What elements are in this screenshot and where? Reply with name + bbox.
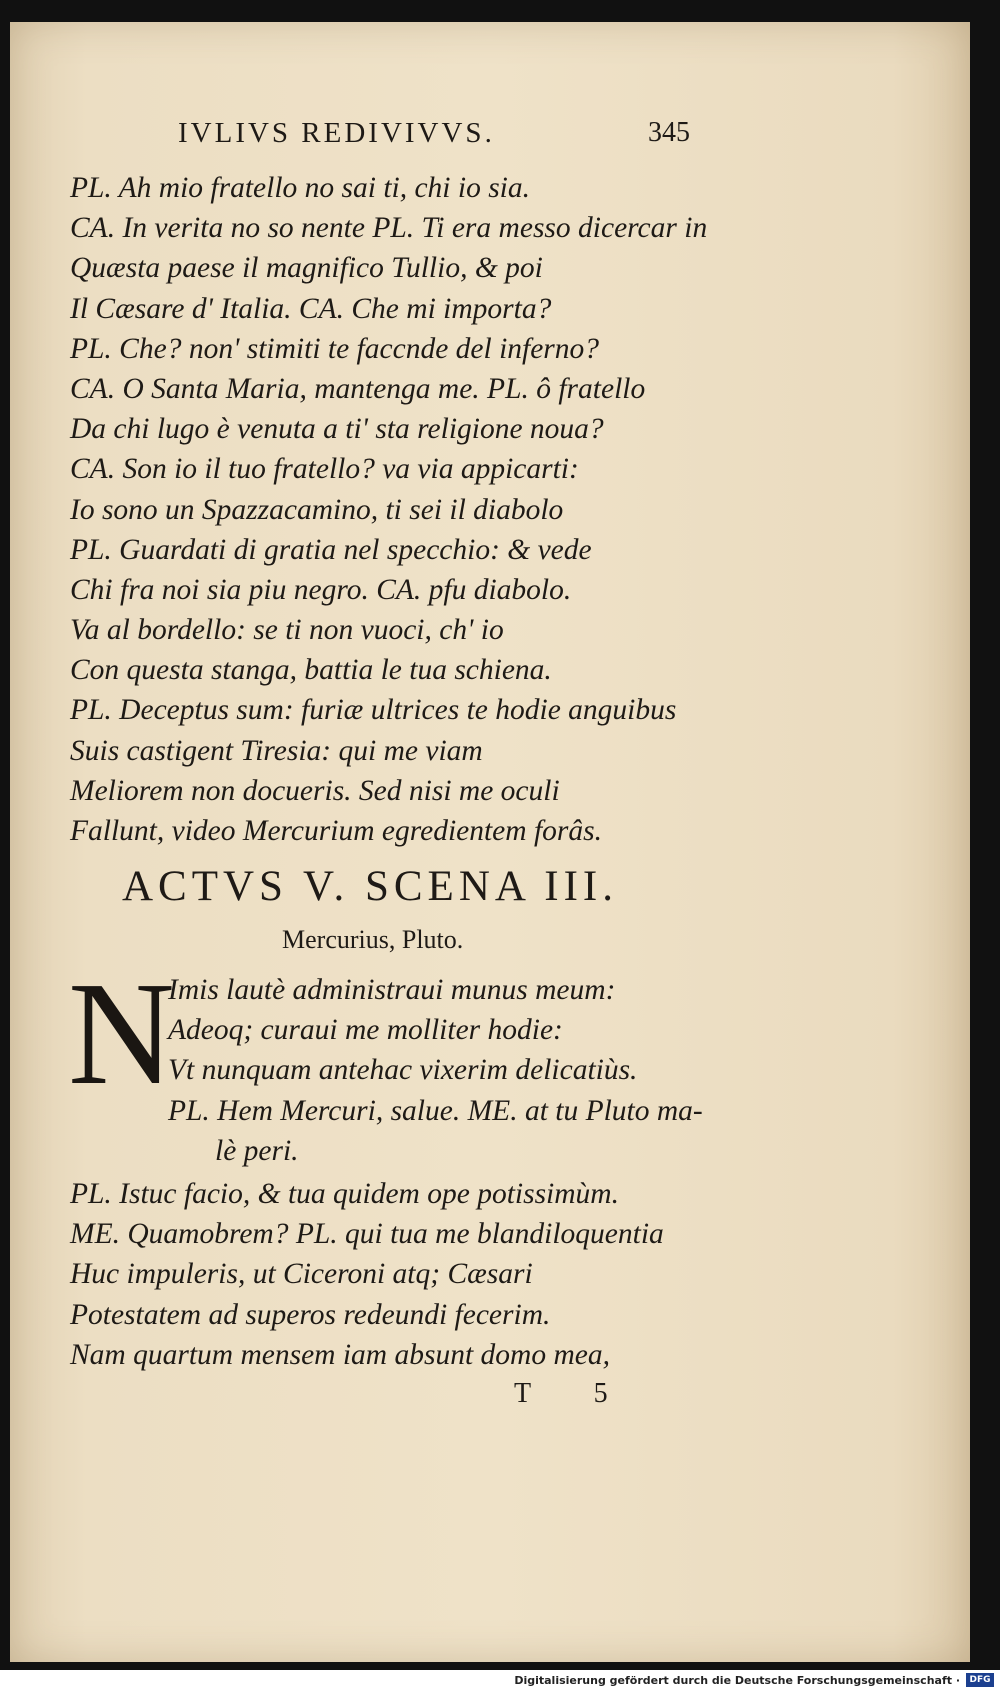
verse-line: PL. Istuc facio, & tua quidem ope potissimùm. [70, 1178, 619, 1210]
verse-block-3 [70, 1174, 730, 1375]
verse-line: CA. O Santa Maria, mantenga me. PL. ô fratello [70, 372, 646, 405]
verse-line: PL. Ah mio fratello no sai ti, chi io sia. [70, 172, 531, 204]
verse-line: Huc impuleris, ut Ciceroni atq; Cæsari [70, 1258, 533, 1291]
running-head: IVLIVS REDIVIVVS. [178, 117, 495, 149]
verse-line: Vt nunquam antehac vixerim delicatiùs. [168, 1054, 638, 1087]
verse-line: Meliorem non docueris. Sed nisi me oculi [70, 774, 560, 807]
verse-line: Il Cæsare d' Italia. CA. Che mi importa? [70, 292, 552, 325]
verse-line: Quæsta paese il magnifico Tullio, & poi [70, 252, 543, 285]
verse-line: Nam quartum mensem iam absunt domo mea, [70, 1338, 610, 1371]
verse-line: Io sono un Spazzacamino, ti sei il diabolo [70, 493, 564, 526]
verse-line: Potestatem ad superos redeundi fecerim. [70, 1298, 551, 1331]
verse-line: Suis castigent Tiresia: qui me viam [70, 734, 483, 767]
verse-line: Chi fra noi sia piu negro. CA. pfu diabolo. [70, 573, 572, 606]
page-number: 345 [648, 117, 690, 148]
dfg-logo: DFG [966, 1673, 994, 1687]
verse-block-2 [168, 970, 728, 1171]
verse-line: PL. Hem Mercuri, salue. ME. at tu Pluto ma- [168, 1094, 703, 1127]
verse-line: PL. Guardati di gratia nel specchio: & vede [70, 533, 592, 566]
verse-line: PL. Deceptus sum: furiæ ultrices te hodie anguibus [70, 694, 677, 727]
signature-mark: T 5 [514, 1378, 636, 1409]
verse-block-1 [70, 168, 730, 851]
verse-line: ME. Quamobrem? PL. qui tua me blandiloquentia [70, 1218, 664, 1251]
footer-credit: Digitalisierung gefördert durch die Deutsche Forschungsgemeinschaft · [514, 1674, 960, 1687]
verse-line: Da chi lugo è venuta a ti' sta religione noua? [70, 413, 604, 446]
verse-line: CA. Son io il tuo fratello? va via appicarti: [70, 453, 579, 486]
verse-line: lè peri. [215, 1134, 299, 1167]
verse-line: Adeoq; curaui me molliter hodie: [168, 1014, 563, 1047]
drop-cap: N [68, 952, 175, 1116]
verse-line: CA. In verita no so nente PL. Ti era messo dicercar in [70, 212, 708, 245]
scene-heading: ACTVS V. SCENA III. [122, 863, 619, 910]
verse-line: Va al bordello: se ti non vuoci, ch' io [70, 614, 504, 647]
verse-line: Fallunt, video Mercurium egredientem forâs. [70, 815, 602, 847]
verse-line: Con questa stanga, battia le tua schiena. [70, 654, 552, 687]
verse-line: Imis lautè administraui munus meum: [168, 974, 616, 1006]
speakers-line: Mercurius, Pluto. [282, 925, 464, 954]
verse-line: PL. Che? non' stimiti te faccnde del inferno? [70, 332, 600, 365]
